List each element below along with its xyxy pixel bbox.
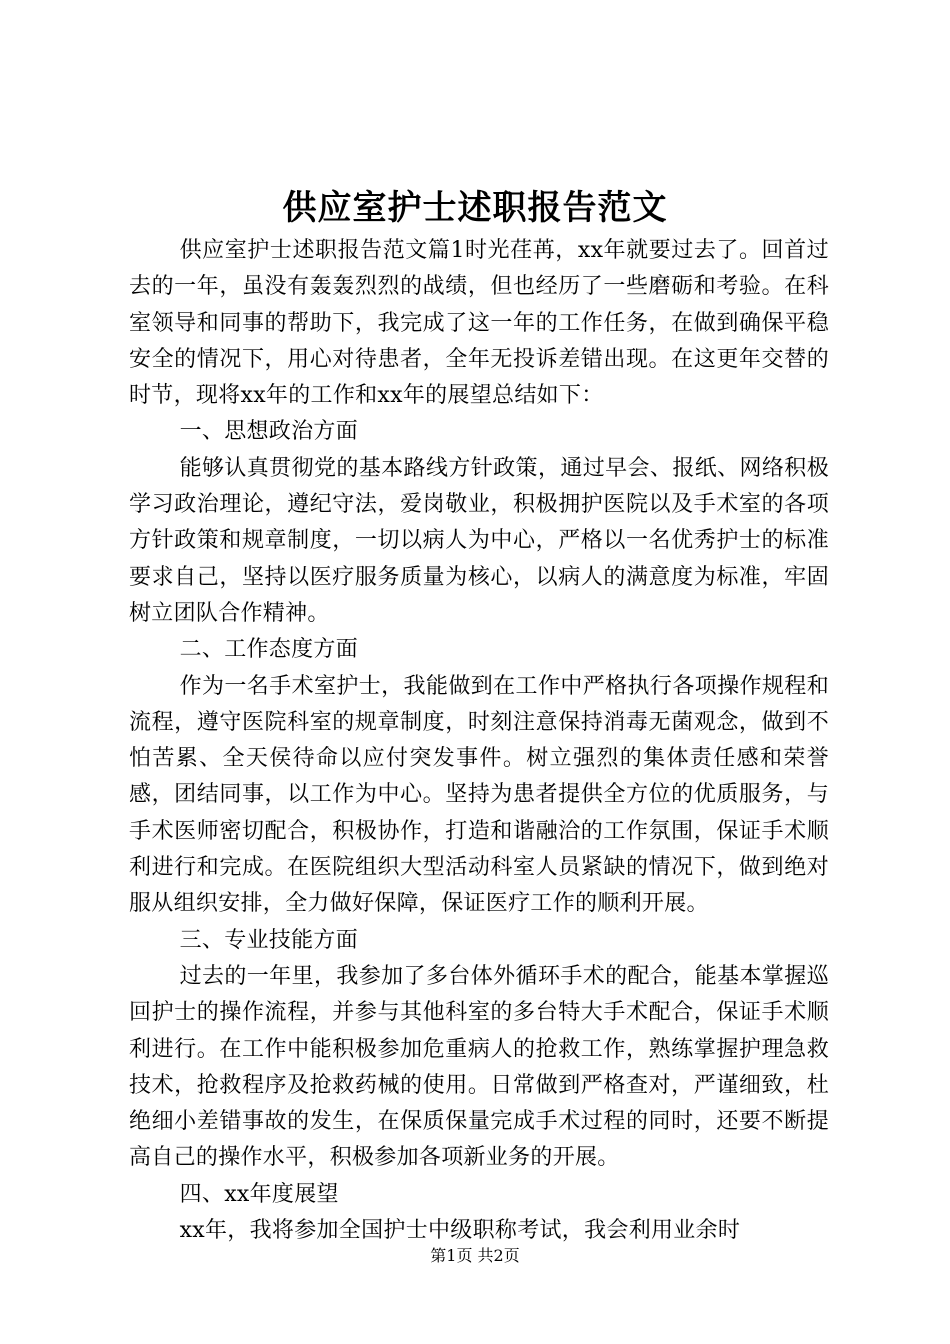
section-heading-skills: 三、专业技能方面 [179,927,358,953]
paragraph-ideology: 能够认真贯彻党的基本路线方针政策，通过早会、报纸、网络积极学习政治理论，遵纪守法，爱岗敬业，积极拥护医院以及手术室的各项方针政策和规章制度，一切以病人为中心，严格以一名优秀护士的标准要求自己，坚持以医疗服务质量为核心，以病人的满意度为标准，牢固树立团队合作精神。 [129,455,829,626]
document-body [129,233,829,1249]
section-heading-ideology: 一、思想政治方面 [179,419,358,445]
paragraph-intro: 供应室护士述职报告范文篇1时光荏苒，xx年就要过去了。回首过去的一年，虽没有轰轰烈烈的战绩，但也经历了一些磨砺和考验。在科室领导和同事的帮助下，我完成了这一年的工作任务，在做到确保平稳安全的情况下，用心对待患者，全年无投诉差错出现。在这更年交替的时节，现将xx年的工作和xx年的展望总结如下： [129,238,829,409]
paragraph-skills: 过去的一年里，我参加了多台体外循环手术的配合，能基本掌握巡回护士的操作流程，并参与其他科室的多台特大手术配合，保证手术顺利进行。在工作中能积极参加危重病人的抢救工作，熟练掌握护理急救技术，抢救程序及抢救药械的使用。日常做到严格查对，严谨细致，杜绝细小差错事故的发生，在保质保量完成手术过程的同时，还要不断提高自己的操作水平，积极参加各项新业务的开展。 [129,963,829,1171]
document-title: 供应室护士述职报告范文 [282,188,668,228]
page-footer: 第1页 共2页 [430,1246,520,1265]
paragraph-attitude: 作为一名手术室护士，我能做到在工作中严格执行各项操作规程和流程，遵守医院科室的规章制度，时刻注意保持消毒无菌观念，做到不怕苦累、全天侯待命以应付突发事件。树立强烈的集体责任感和荣誉感，团结同事，以工作为中心。坚持为患者提供全方位的优质服务，与手术医师密切配合，积极协作，打造和谐融洽的工作氛围，保证手术顺利进行和完成。在医院组织大型活动科室人员紧缺的情况下，做到绝对服从组织安排，全力做好保障，保证医疗工作的顺利开展。 [129,673,829,917]
paragraph-outlook: xx年，我将参加全国护士中级职称考试，我会利用业余时 [179,1218,741,1244]
section-heading-attitude: 二、工作态度方面 [179,637,358,663]
section-heading-outlook: 四、xx年度展望 [179,1181,339,1207]
